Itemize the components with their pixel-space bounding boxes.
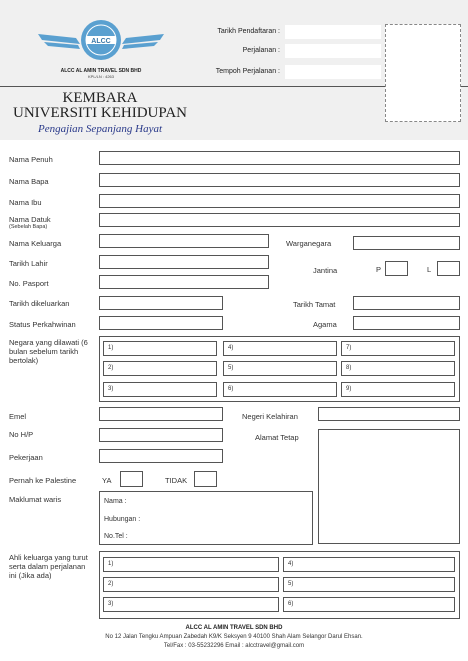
- negara-cell-3[interactable]: 3): [103, 382, 217, 397]
- negara-cell-5[interactable]: 5): [223, 361, 337, 376]
- negara-cell-4[interactable]: 4): [223, 341, 337, 356]
- label-nama-penuh: Nama Penuh: [9, 155, 53, 164]
- input-no-hp[interactable]: [99, 428, 223, 442]
- label-perjalanan: Perjalanan :: [242, 47, 280, 54]
- checkbox-palestine-ya[interactable]: [120, 471, 143, 487]
- input-nama-bapa[interactable]: [99, 173, 460, 187]
- negara-cell-2[interactable]: 2): [103, 361, 217, 376]
- label-tarikh-pendaftaran: Tarikh Pendaftaran :: [217, 28, 280, 35]
- label-waris-notel: No.Tel :: [104, 533, 128, 540]
- ahli-cell-1[interactable]: 1): [103, 557, 279, 572]
- label-nama-datuk: Nama Datuk: [9, 215, 51, 224]
- label-jantina-p: P: [376, 265, 382, 274]
- input-nama-ibu[interactable]: [99, 194, 460, 208]
- footer-contact: Tel/Fax : 03-55232296 Email : alcctravel@gmail.com: [163, 643, 305, 649]
- label-emel: Emel: [9, 412, 27, 421]
- logo-text: ALCC: [91, 38, 111, 45]
- input-status-perkahwinan[interactable]: [99, 316, 223, 330]
- input-emel[interactable]: [99, 407, 223, 421]
- ahli-cell-2[interactable]: 2): [103, 577, 279, 592]
- ahli-cell-5[interactable]: 5): [283, 577, 455, 592]
- input-alamat-tetap[interactable]: [318, 429, 460, 544]
- input-tarikh-tamat[interactable]: [353, 296, 460, 310]
- footer-address: No 12 Jalan Tengku Ampuan Zabedah K9/K Seksyen 9 40100 Shah Alam Selangor Darul Ehsan.: [105, 634, 363, 640]
- label-no-pasport: No. Pasport: [9, 279, 49, 288]
- label-negeri-kelahiran: Negeri Kelahiran: [242, 412, 298, 421]
- label-tarikh-tamat: Tarikh Tamat: [293, 300, 336, 309]
- ahli-cell-3[interactable]: 3): [103, 597, 279, 612]
- checkbox-jantina-l[interactable]: [437, 261, 460, 276]
- input-pekerjaan[interactable]: [99, 449, 223, 463]
- label-ya: YA: [102, 476, 112, 485]
- photo-box[interactable]: [385, 24, 461, 122]
- input-no-pasport[interactable]: [99, 275, 269, 289]
- label-maklumat-waris: Maklumat waris: [9, 495, 62, 504]
- input-tarikh-pendaftaran[interactable]: [285, 25, 381, 39]
- title-kembara: KEMBARA: [62, 90, 138, 106]
- label-palestine: Pernah ke Palestine: [9, 476, 77, 485]
- subtitle: Pengajian Sepanjang Hayat: [37, 123, 163, 135]
- input-nama-datuk[interactable]: [99, 213, 460, 227]
- label-waris-nama: Nama :: [104, 498, 127, 505]
- label-tidak: TIDAK: [165, 476, 188, 485]
- label-waris-hubungan: Hubungan :: [104, 516, 141, 523]
- label-no-hp: No H/P: [9, 430, 34, 439]
- negara-cell-1[interactable]: 1): [103, 341, 217, 356]
- input-negeri-kelahiran[interactable]: [318, 407, 460, 421]
- input-tempoh-perjalanan[interactable]: [285, 65, 381, 79]
- checkbox-palestine-tidak[interactable]: [194, 471, 217, 487]
- label-nama-keluarga: Nama Keluarga: [9, 239, 62, 248]
- label-status-perkahwinan: Status Perkahwinan: [9, 320, 76, 329]
- negara-cell-7[interactable]: 7): [341, 341, 455, 356]
- label-warganegara: Warganegara: [286, 239, 332, 248]
- input-warganegara[interactable]: [353, 236, 460, 250]
- label-agama: Agama: [313, 320, 337, 329]
- label-tarikh-dikeluarkan: Tarikh dikeluarkan: [9, 299, 70, 308]
- label-ahli-keluarga: Ahli keluarga yang turut serta dalam perjalanan ini (Jika ada): [9, 553, 88, 580]
- input-tarikh-dikeluarkan[interactable]: [99, 296, 223, 310]
- negara-cell-9[interactable]: 9): [341, 382, 455, 397]
- company-name: ALCC AL AMIN TRAVEL SDN BHD: [60, 68, 142, 74]
- input-nama-penuh[interactable]: [99, 151, 460, 165]
- checkbox-jantina-p[interactable]: [385, 261, 408, 276]
- input-tarikh-lahir[interactable]: [99, 255, 269, 269]
- input-perjalanan[interactable]: [285, 44, 381, 58]
- label-tempoh-perjalanan: Tempoh Perjalanan :: [215, 68, 280, 75]
- label-nama-bapa: Nama Bapa: [9, 177, 49, 186]
- input-agama[interactable]: [353, 316, 460, 330]
- footer-company: ALCC AL AMIN TRAVEL SDN BHD: [185, 625, 283, 631]
- negara-cell-6[interactable]: 6): [223, 382, 337, 397]
- ahli-cell-6[interactable]: 6): [283, 597, 455, 612]
- negara-cell-8[interactable]: 8): [341, 361, 455, 376]
- title-universiti: UNIVERSITI KEHIDUPAN: [12, 105, 188, 121]
- label-jantina-l: L: [427, 265, 432, 274]
- ahli-cell-4[interactable]: 4): [283, 557, 455, 572]
- label-nama-ibu: Nama Ibu: [9, 198, 42, 207]
- label-tarikh-lahir: Tarikh Lahir: [9, 259, 48, 268]
- company-logo: [36, 16, 166, 66]
- label-jantina: Jantina: [313, 266, 338, 275]
- label-alamat-tetap: Alamat Tetap: [255, 433, 299, 442]
- label-nama-datuk-note: (Sebelah Bapa): [9, 224, 48, 230]
- label-pekerjaan: Pekerjaan: [9, 453, 43, 462]
- company-reg: KPL/LN : 4263: [87, 74, 115, 79]
- input-nama-keluarga[interactable]: [99, 234, 269, 248]
- label-negara-dilawati: Negara yang dilawati (6 bulan sebelum tarikh bertolak): [9, 338, 88, 365]
